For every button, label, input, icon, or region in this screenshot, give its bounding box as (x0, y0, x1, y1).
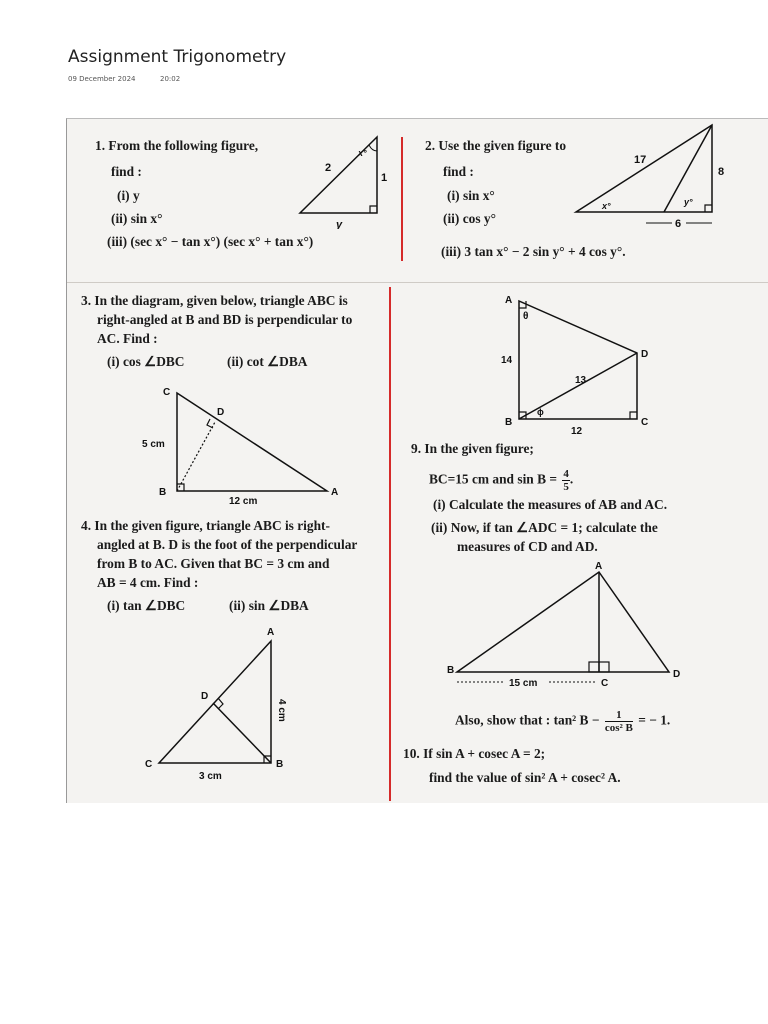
q3-item-2: (ii) cot ∠DBA (227, 354, 308, 369)
q2-item-3: (iii) 3 tan x° − 2 sin y° + 4 cos y°. (441, 244, 626, 259)
section-divider (67, 282, 768, 283)
q9-label-d: D (673, 669, 681, 680)
q4-line-3: from B to AC. Given that BC = 3 cm and (97, 556, 330, 571)
angle-arc (369, 145, 377, 151)
q4-perpendicular-bd (213, 703, 271, 763)
q4-item-2: (ii) sin ∠DBA (229, 598, 309, 613)
q9-fraction-num: 4 (563, 468, 569, 480)
q3-line-2: right-angled at B and BD is perpendicular to (97, 312, 353, 327)
q3-perpendicular-bd (177, 422, 215, 491)
q4-line-1: 4. In the given figure, triangle ABC is right- (81, 518, 330, 533)
q4-label-a: A (267, 627, 275, 638)
q9-given: BC=15 cm and sin B = $\frac{4}{5}$ . (429, 468, 574, 494)
right-angle-mark (630, 412, 637, 419)
q1-label-hyp: 2 (325, 162, 332, 174)
q4-line-2: angled at B. D is the foot of the perpendicular (97, 537, 358, 552)
question-1 (95, 137, 258, 155)
page-title: Assignment Trigonometry (68, 47, 287, 67)
q9-item-2: (ii) Now, if tan ∠ADC = 1; calculate the (431, 520, 658, 535)
q4-label-ab: 4 cm (276, 699, 287, 722)
q3-label-ba: 12 cm (229, 496, 258, 507)
q8-label-phi: ϕ (537, 407, 544, 417)
q2-label-height: 8 (718, 166, 725, 178)
q4-item-1: (i) tan ∠DBC (107, 598, 186, 613)
q4-line-4: AB = 4 cm. Find : (97, 575, 199, 590)
q2-label-y: y° (684, 197, 693, 207)
note-date: 09 December 2024 (68, 75, 136, 83)
q2-item-2: (ii) cos y° (443, 211, 496, 226)
q2-find: find : (443, 164, 474, 179)
red-margin-line-top (401, 137, 403, 261)
q1-text: 1. From the following figure, (95, 138, 259, 153)
q8-label-a: A (505, 295, 513, 306)
q3-label-d: D (217, 407, 225, 418)
right-angle-mark (370, 206, 377, 213)
q9-also-fraction (605, 709, 633, 734)
q9-triangle-figure (445, 559, 705, 693)
q4-label-b: B (276, 759, 284, 770)
q8-label-b: B (505, 417, 513, 428)
q9-label-a: A (595, 561, 603, 572)
q3-triangle (177, 393, 327, 491)
right-angle-mark (218, 698, 223, 709)
q8-label-d: D (641, 349, 649, 360)
q2-item-1: (i) sin x° (447, 188, 495, 203)
q3-item-1: (i) cos ∠DBC (107, 354, 185, 369)
q1-find: find : (111, 164, 142, 179)
q4-triangle-figure (143, 621, 303, 785)
q9-item-3: measures of CD and AD. (457, 539, 598, 554)
right-angle-mark (705, 205, 712, 212)
q3-label-b: B (159, 487, 167, 498)
q1-label-side: 1 (381, 172, 388, 184)
q10-line-1: 10. If sin A + cosec A = 2; (403, 746, 546, 761)
q9-label-bc: 15 cm (509, 678, 538, 689)
q4-label-c: C (145, 759, 153, 770)
q9-fraction-den: 5 (563, 481, 569, 494)
q2-text: 2. Use the given figure to (425, 138, 567, 153)
q9-also-den: cos² B (604, 722, 633, 735)
scanned-assignment-image (66, 118, 768, 803)
red-margin-line-bottom (389, 287, 391, 801)
q9-fraction (562, 468, 570, 493)
q9-triangle (457, 572, 669, 672)
note-time: 20:02 (160, 75, 181, 83)
q9-also-num: 1 (605, 709, 633, 722)
q3-label-a: A (331, 487, 339, 498)
q1-label-angle: x° (358, 148, 367, 158)
q8-label-bd: 13 (575, 375, 587, 386)
q2-label-x: x° (602, 201, 611, 211)
q9-item-1: (i) Calculate the measures of AB and AC. (433, 497, 668, 512)
q3-line-3: AC. Find : (97, 331, 158, 346)
q9-text: 9. In the given figure; (411, 441, 534, 456)
q8-quadrilateral (519, 301, 637, 419)
q2-label-base: 6 (675, 218, 682, 230)
q3-label-c: C (163, 387, 171, 398)
q2-label-hyp: 17 (634, 154, 647, 166)
q8-label-ab: 14 (501, 355, 513, 366)
q8-label-theta: θ (523, 311, 529, 322)
q4-label-d: D (201, 691, 209, 702)
q2-triangle-figure (572, 121, 732, 231)
q9-label-c: C (601, 678, 609, 689)
q4-label-cb: 3 cm (199, 771, 222, 782)
q1-triangle-figure (292, 129, 392, 229)
q1-label-base: y (336, 219, 343, 229)
q3-line-1: 3. In the diagram, given below, triangle ABC is (81, 293, 348, 308)
q8-label-c: C (641, 417, 649, 428)
q8-quadrilateral-figure (497, 291, 667, 441)
q1-item-2: (ii) sin x° (111, 211, 163, 226)
q9-given-text: BC=15 cm and sin B = (429, 471, 561, 487)
q10-line-2: find the value of sin² A + cosec² A. (429, 770, 621, 785)
q1-item-1: (i) y (117, 188, 140, 203)
q9-also (455, 709, 670, 734)
q9-label-b: B (447, 665, 455, 676)
q3-triangle-figure (137, 381, 347, 507)
q9-also-text: Also, show that : tan² B − (455, 712, 603, 728)
q9-also-tail: = − 1. (638, 712, 671, 728)
q1-item-3: (iii) (sec x° − tan x°) (sec x° + tan x°) (107, 234, 314, 249)
q8-label-bc: 12 (571, 426, 583, 437)
q3-label-bc: 5 cm (142, 439, 165, 450)
